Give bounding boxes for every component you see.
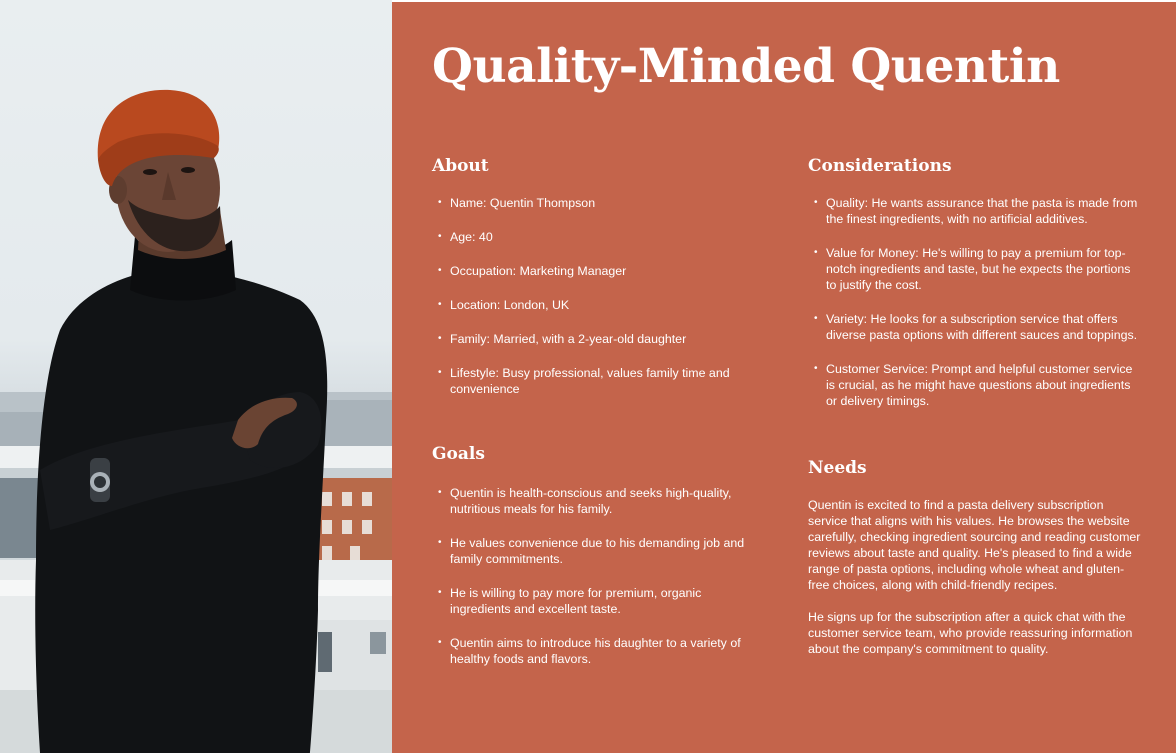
- list-item: • Family: Married, with a 2-year-old daughter: [432, 331, 762, 347]
- considerations-heading: Considerations: [808, 156, 952, 176]
- goals-list: [432, 485, 762, 685]
- goals-heading: Goals: [432, 444, 485, 464]
- list-item: • Lifestyle: Busy professional, values family time and convenience: [432, 365, 762, 397]
- list-item: • Quality: He wants assurance that the pasta is made from the finest ingredients, with no artificial additives.: [808, 195, 1143, 227]
- needs-heading: Needs: [808, 458, 867, 478]
- list-item: • Occupation: Marketing Manager: [432, 263, 762, 279]
- persona-photo-illustration: [0, 0, 392, 753]
- list-item: • Quentin aims to introduce his daughter to a variety of healthy foods and flavors.: [432, 635, 762, 667]
- list-item: • Value for Money: He's willing to pay a premium for top-notch ingredients and taste, but he expects the portions to justify the cost.: [808, 245, 1143, 293]
- list-item: • Quentin is health-conscious and seeks high-quality, nutritious meals for his family.: [432, 485, 762, 517]
- list-item: • Variety: He looks for a subscription service that offers diverse pasta options with different sauces and toppings.: [808, 311, 1143, 343]
- needs-paragraph: He signs up for the subscription after a quick chat with the customer service team, who provide reassuring information about the company's commitment to quality.: [808, 610, 1133, 656]
- list-item: • He values convenience due to his demanding job and family commitments.: [432, 535, 762, 567]
- considerations-list: [808, 195, 1143, 427]
- page-title: Quality-Minded Quentin: [432, 39, 1060, 94]
- persona-panel: [392, 2, 1176, 753]
- about-list: [432, 195, 762, 415]
- list-item: • Age: 40: [432, 229, 762, 245]
- list-item: • Customer Service: Prompt and helpful customer service is crucial, as he might have questions about ingredients or delivery timings.: [808, 361, 1143, 409]
- about-heading: About: [432, 156, 489, 176]
- list-item: • Location: London, UK: [432, 297, 762, 313]
- list-item: • He is willing to pay more for premium, organic ingredients and excellent taste.: [432, 585, 762, 617]
- persona-photo: [0, 0, 392, 753]
- list-item: • Name: Quentin Thompson: [432, 195, 762, 211]
- needs-paragraph: Quentin is excited to find a pasta delivery subscription service that aligns with his values. He browses the website carefully, checking ingredient sourcing and reading customer reviews about taste and quality. He's pleased to find a wide range of pasta options, including whole wheat and gluten-free choices, along with child-friendly recipes.: [808, 498, 1141, 592]
